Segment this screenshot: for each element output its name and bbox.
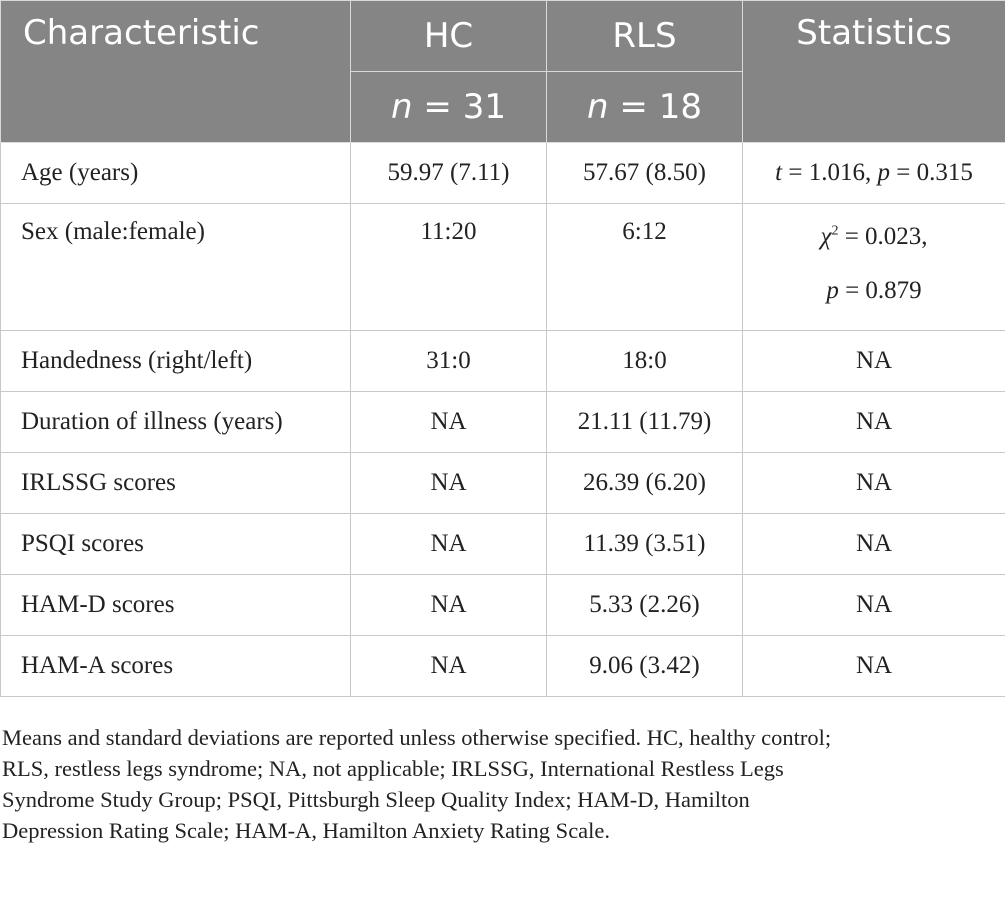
- row-stat: NA: [743, 392, 1005, 453]
- p-symbol: p: [877, 159, 890, 186]
- row-hc: NA: [351, 392, 547, 453]
- row-label: Handedness (right/left): [1, 331, 351, 392]
- p-value: = 0.879: [845, 277, 922, 304]
- row-hc: 59.97 (7.11): [351, 143, 547, 204]
- row-label: HAM-D scores: [1, 575, 351, 636]
- row-stat: NA: [743, 636, 1005, 697]
- table-row: [1, 143, 1005, 204]
- chi-symbol: χ: [820, 223, 832, 250]
- table-row: [1, 204, 1005, 331]
- row-rls: 5.33 (2.26): [547, 575, 743, 636]
- row-hc: 31:0: [351, 331, 547, 392]
- footnote-line: Means and standard deviations are reported unless otherwise specified. HC, healthy control;: [2, 725, 832, 750]
- row-stat: NA: [743, 453, 1005, 514]
- table-body: [1, 143, 1005, 697]
- table-row: [1, 514, 1005, 575]
- table-row: [1, 331, 1005, 392]
- row-stat: NA: [743, 575, 1005, 636]
- header-characteristic: Characteristic: [1, 1, 351, 143]
- header-hc-n: [351, 72, 547, 143]
- header-row-1: [1, 1, 1005, 72]
- row-rls: 6:12: [547, 204, 743, 331]
- t-symbol: t: [775, 159, 783, 186]
- row-stat: NA: [743, 514, 1005, 575]
- row-hc: NA: [351, 453, 547, 514]
- row-rls: 18:0: [547, 331, 743, 392]
- row-label: PSQI scores: [1, 514, 351, 575]
- row-label: Age (years): [1, 143, 351, 204]
- header-rls: RLS: [547, 1, 743, 72]
- row-hc: NA: [351, 514, 547, 575]
- hc-n-value: = 31: [423, 87, 506, 127]
- row-rls: 9.06 (3.42): [547, 636, 743, 697]
- header-rls-n: [547, 72, 743, 143]
- row-label: HAM-A scores: [1, 636, 351, 697]
- table-row: [1, 636, 1005, 697]
- table-row: [1, 392, 1005, 453]
- table-header: [1, 1, 1005, 143]
- row-label: Sex (male:female): [1, 204, 351, 331]
- row-hc: NA: [351, 636, 547, 697]
- row-rls: 11.39 (3.51): [547, 514, 743, 575]
- footnote-line: RLS, restless legs syndrome; NA, not applicable; IRLSSG, International Restless Legs: [2, 756, 784, 781]
- table-footnote: [2, 722, 1002, 846]
- hc-n-symbol: n: [391, 87, 413, 127]
- row-stat: [743, 143, 1005, 204]
- rls-n-symbol: n: [587, 87, 609, 127]
- p-symbol: p: [826, 277, 839, 304]
- row-hc: NA: [351, 575, 547, 636]
- chi-value: = 0.023,: [844, 223, 928, 250]
- p-value: = 0.315: [896, 159, 973, 186]
- row-stat: NA: [743, 331, 1005, 392]
- header-statistics: Statistics: [743, 1, 1005, 143]
- footnote-line: Depression Rating Scale; HAM-A, Hamilton Anxiety Rating Scale.: [2, 818, 611, 843]
- table-row: [1, 453, 1005, 514]
- footnote-line: Syndrome Study Group; PSQI, Pittsburgh Sleep Quality Index; HAM-D, Hamilton: [2, 787, 750, 812]
- row-hc: 11:20: [351, 204, 547, 331]
- row-rls: 26.39 (6.20): [547, 453, 743, 514]
- rls-n-value: = 18: [619, 87, 702, 127]
- t-value: = 1.016,: [788, 159, 872, 186]
- row-label: IRLSSG scores: [1, 453, 351, 514]
- row-stat: [743, 204, 1005, 331]
- chi-superscript: 2: [831, 223, 839, 239]
- row-rls: 57.67 (8.50): [547, 143, 743, 204]
- table-row: [1, 575, 1005, 636]
- row-label: Duration of illness (years): [1, 392, 351, 453]
- row-rls: 21.11 (11.79): [547, 392, 743, 453]
- header-hc: HC: [351, 1, 547, 72]
